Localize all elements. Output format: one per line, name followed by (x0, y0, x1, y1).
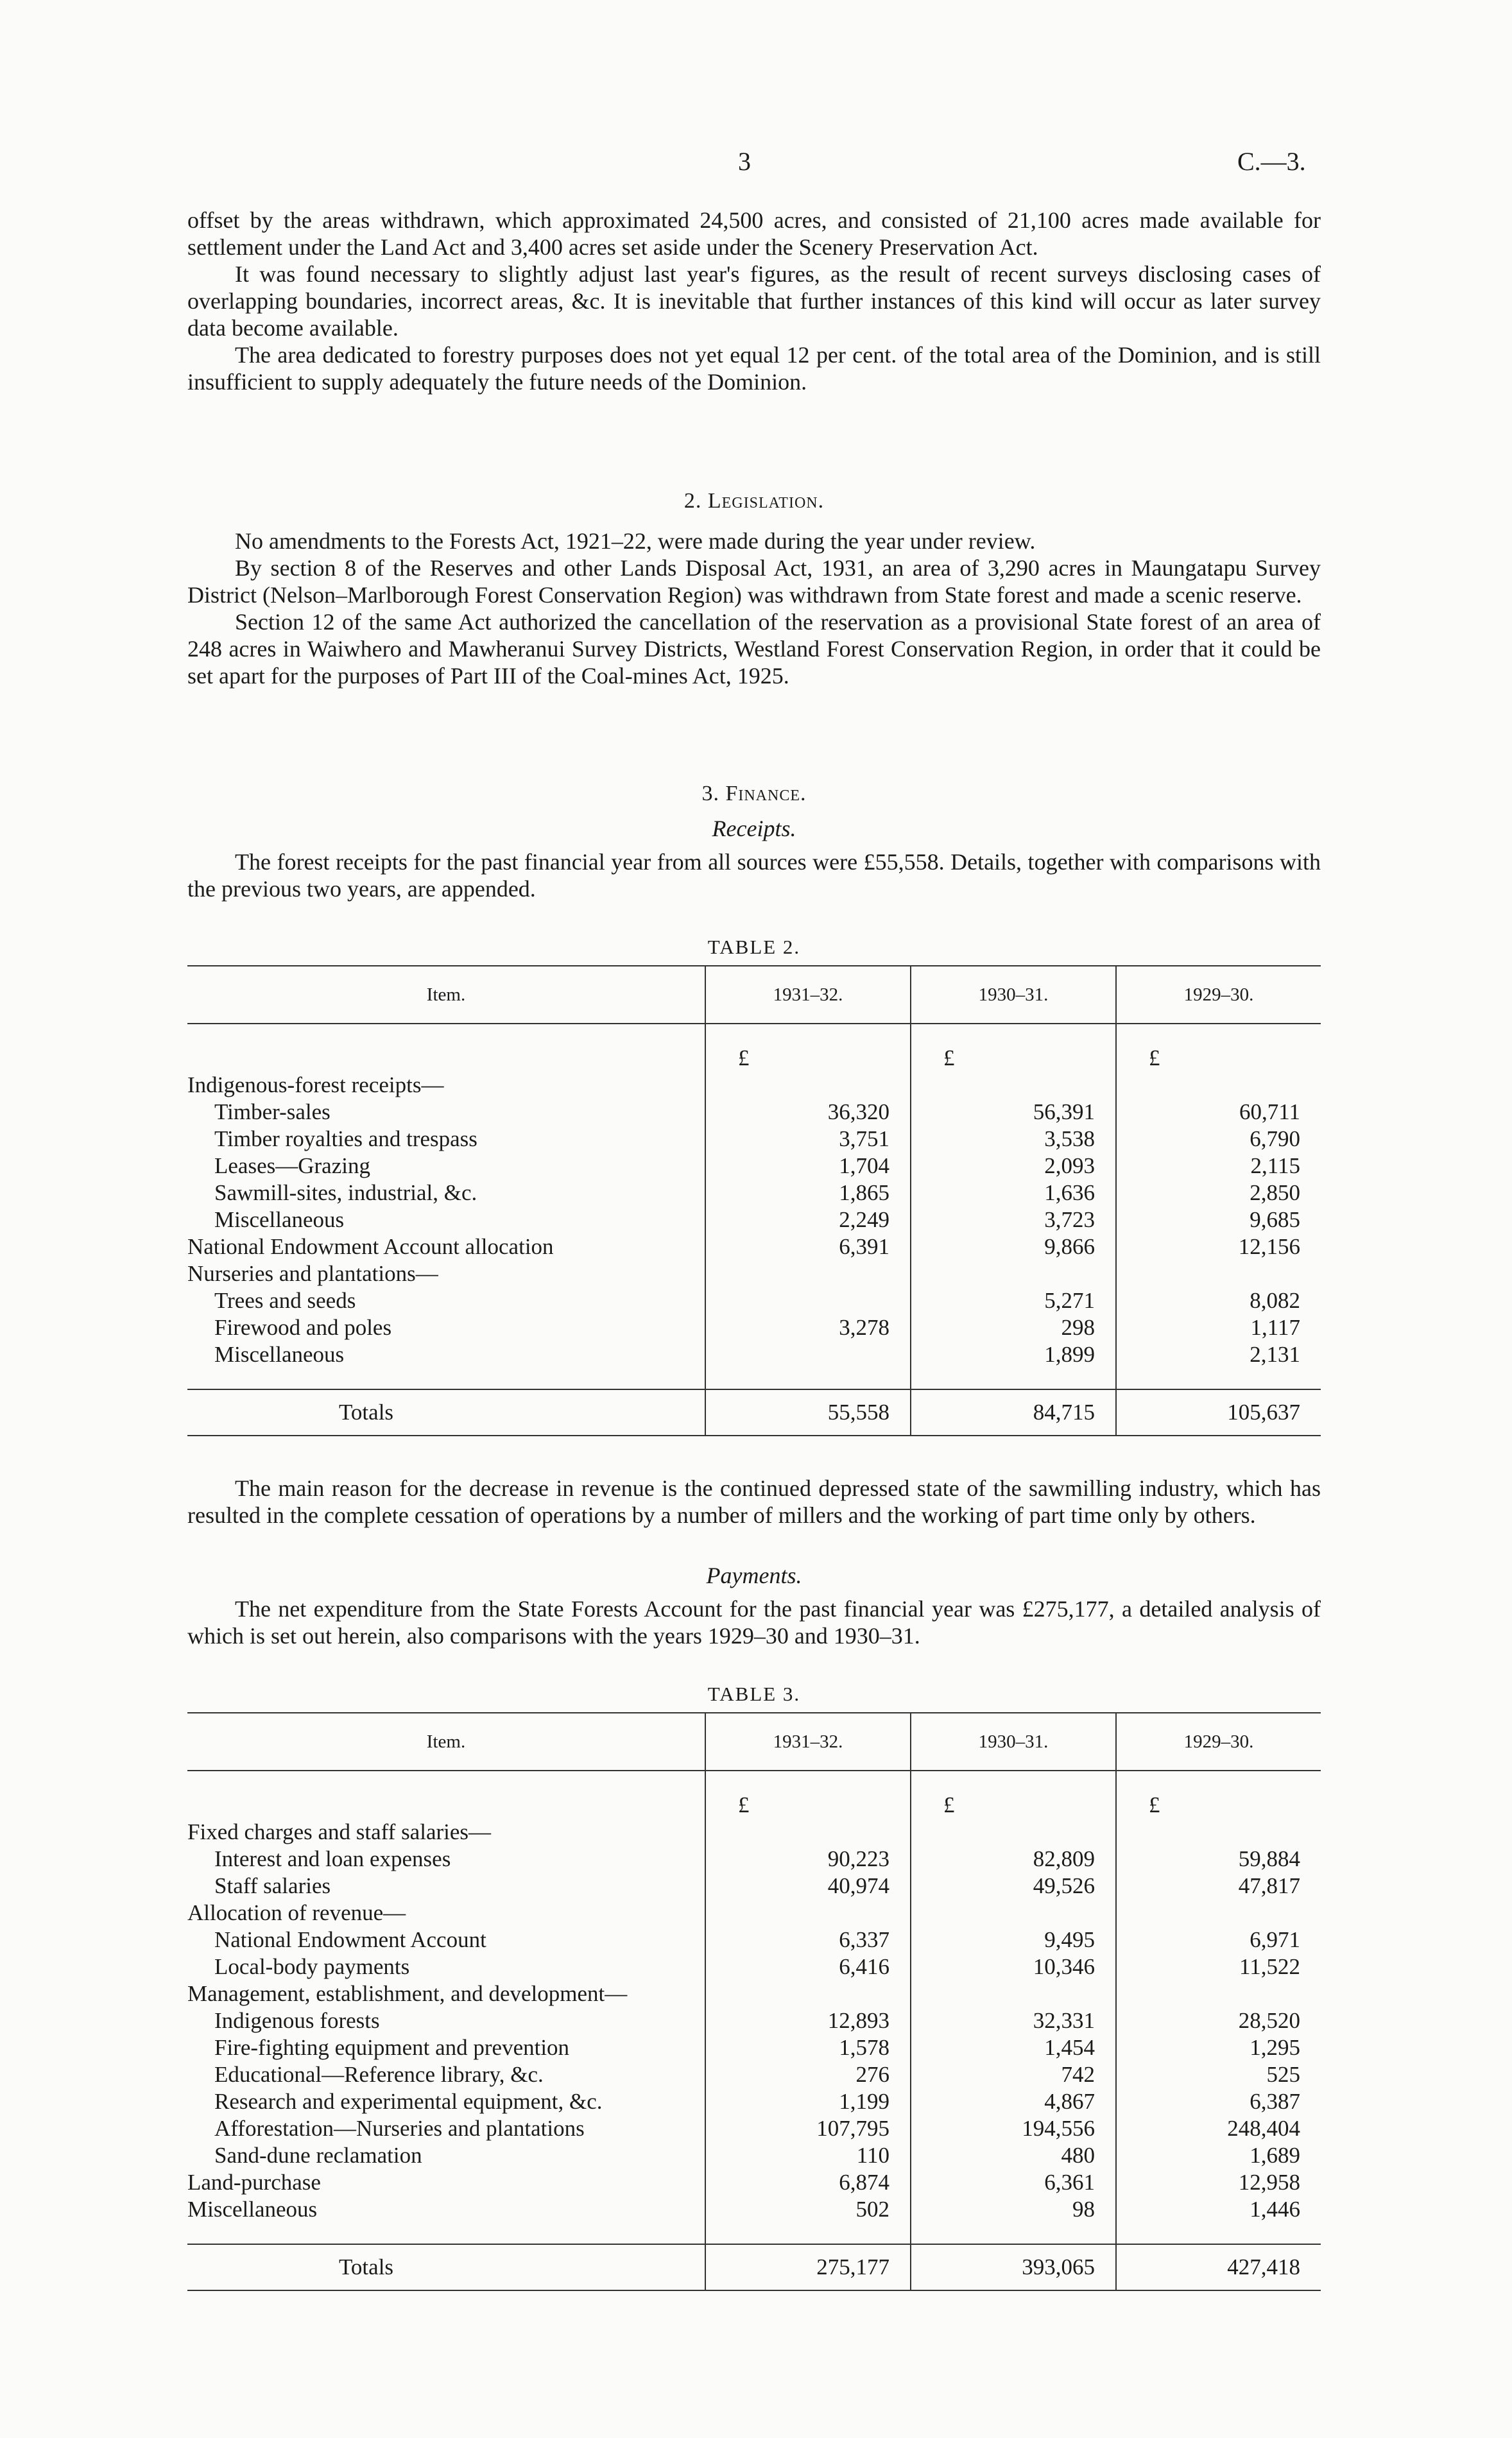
table-cell: 742 (911, 2061, 1116, 2088)
row-label-text: Research and experimental equipment, &c. (214, 2089, 603, 2114)
table-cell: 6,387 (1116, 2088, 1321, 2115)
table-cell: 107,795 (705, 2115, 911, 2142)
column-header: Item. (187, 966, 705, 1024)
row-label-text: Firewood and poles (214, 1315, 392, 1340)
row-label (187, 2142, 705, 2169)
table-cell (705, 1287, 911, 1314)
table-cell: 9,685 (1116, 1206, 1321, 1233)
table-row (187, 1341, 1321, 1368)
row-label (187, 1900, 705, 1927)
table-row (187, 1072, 1321, 1099)
unit-label: £ (705, 1792, 911, 1819)
table-cell: 6,361 (911, 2169, 1116, 2196)
row-label-text: Miscellaneous (214, 1342, 345, 1367)
table-cell (911, 1072, 1116, 1099)
table-cell: 12,893 (705, 2007, 911, 2034)
row-label (187, 1927, 705, 1953)
table-row (187, 2034, 1321, 2061)
unit-label: £ (1116, 1792, 1321, 1819)
paragraph: By section 8 of the Reserves and other Lands Disposal Act, 1931, an area of 3,290 acres in Maungatapu Survey District (Nelson–Marlborough Forest Conservation Region) was withdrawn from State forest and made a scenic reserve. (187, 555, 1321, 608)
row-label (187, 2007, 705, 2034)
table-cell: 4,867 (911, 2088, 1116, 2115)
row-label (187, 1287, 705, 1314)
table-cell: 2,131 (1116, 1341, 1321, 1368)
row-label (187, 1873, 705, 1900)
table-cell: 60,711 (1116, 1099, 1321, 1126)
row-label-text: Fire-fighting equipment and prevention (214, 2035, 570, 2060)
table-row (187, 1927, 1321, 1953)
table-row (187, 1180, 1321, 1206)
row-label (187, 2196, 705, 2223)
receipts-heading: Receipts. (712, 816, 796, 841)
table-cell: 11,522 (1116, 1953, 1321, 1980)
row-label-text: Timber royalties and trespass (214, 1126, 477, 1151)
row-label-text: Allocation of revenue— (187, 1900, 406, 1925)
row-label-text: Indigenous forests (214, 2008, 380, 2033)
row-label (187, 2088, 705, 2115)
row-label-text: Local-body payments (214, 1954, 410, 1979)
table-row (187, 2142, 1321, 2169)
table-cell: 1,636 (911, 1180, 1116, 1206)
table-cell: 1,865 (705, 1180, 911, 1206)
table-cell: 9,495 (911, 1927, 1116, 1953)
totals-label: Totals (187, 1389, 705, 1436)
table-cell: 1,899 (911, 1341, 1116, 1368)
table-cell: 1,689 (1116, 2142, 1321, 2169)
table-cell: 525 (1116, 2061, 1321, 2088)
table-cell: 40,974 (705, 1873, 911, 1900)
row-label-text: National Endowment Account allocation (187, 1234, 554, 1259)
payments-intro (187, 1595, 1321, 1649)
table-cell: 6,391 (705, 1233, 911, 1260)
row-label (187, 1099, 705, 1126)
totals-cell: 84,715 (911, 1389, 1116, 1436)
table-cell (705, 1072, 911, 1099)
paragraph: The area dedicated to forestry purposes does not yet equal 12 per cent. of the total area of the Dominion, and is still insufficient to supply adequately the future needs of the Dominion. (187, 342, 1321, 395)
table-row (187, 1314, 1321, 1341)
spacer-row (187, 1368, 1321, 1389)
table-cell: 248,404 (1116, 2115, 1321, 2142)
table-cell: 56,391 (911, 1099, 1116, 1126)
row-label-text: National Endowment Account (214, 1927, 486, 1952)
table-cell: 12,958 (1116, 2169, 1321, 2196)
paragraph: The main reason for the decrease in revenue is the continued depressed state of the sawmilling industry, which has resulted in the complete cessation of operations by a number of millers and the working of part time only by others. (187, 1475, 1321, 1528)
table-cell: 90,223 (705, 1846, 911, 1873)
table-cell (705, 1819, 911, 1846)
table-cell: 1,578 (705, 2034, 911, 2061)
table-cell: 47,817 (1116, 1873, 1321, 1900)
spacer-row (187, 1771, 1321, 1792)
table-cell: 3,723 (911, 1206, 1116, 1233)
totals-cell: 55,558 (705, 1389, 911, 1436)
totals-row (187, 2244, 1321, 2290)
row-label (187, 1846, 705, 1873)
row-label (187, 1206, 705, 1233)
table-cell: 1,454 (911, 2034, 1116, 2061)
spacer-row (187, 2223, 1321, 2244)
receipts-intro (187, 848, 1321, 902)
row-label-text: Land-purchase (187, 2170, 321, 2195)
table-cell: 1,199 (705, 2088, 911, 2115)
table-cell: 59,884 (1116, 1846, 1321, 1873)
table-cell: 6,790 (1116, 1126, 1321, 1153)
paragraph: Section 12 of the same Act authorized the cancellation of the reservation as a provisional State forest of an area of 248 acres in Waiwhero and Mawheranui Survey Districts, Westland Forest Conservation Region, in order that it could be set apart for the purposes of Part III of the Coal-mines Act, 1925. (187, 609, 1321, 689)
table-cell (705, 1260, 911, 1287)
table-cell: 6,416 (705, 1953, 911, 1980)
row-label (187, 1180, 705, 1206)
row-label-text: Trees and seeds (214, 1288, 356, 1313)
row-label-text: Leases—Grazing (214, 1153, 370, 1178)
table-cell (1116, 1900, 1321, 1927)
column-header: 1931–32. (705, 966, 911, 1024)
row-label (187, 1341, 705, 1368)
row-label-text: Timber-sales (214, 1099, 331, 1124)
table-row (187, 2061, 1321, 2088)
receipts-note (187, 1475, 1321, 1529)
table-row (187, 1873, 1321, 1900)
table-row (187, 1980, 1321, 2007)
row-label-text: Miscellaneous (214, 1207, 345, 1232)
row-label-text: Educational—Reference library, &c. (214, 2062, 544, 2087)
table-cell (911, 1900, 1116, 1927)
row-label-text: Fixed charges and staff salaries— (187, 1819, 492, 1844)
table-row (187, 2007, 1321, 2034)
row-label-text: Management, establishment, and development— (187, 1981, 628, 2006)
totals-row (187, 1389, 1321, 1436)
table-row (187, 1206, 1321, 1233)
totals-cell: 105,637 (1116, 1389, 1321, 1436)
table-caption: TABLE 3. (707, 1683, 801, 1705)
row-label (187, 1980, 705, 2007)
column-header: 1930–31. (911, 966, 1116, 1024)
table-cell: 1,295 (1116, 2034, 1321, 2061)
paragraph: The net expenditure from the State Forests Account for the past financial year was £275,177, a detailed analysis of which is set out herein, also comparisons with the years 1929–30 and 1930–31. (187, 1596, 1321, 1649)
row-label-text: Interest and loan expenses (214, 1846, 451, 1871)
unit-label: £ (705, 1045, 911, 1072)
table-cell (911, 1819, 1116, 1846)
row-label (187, 1260, 705, 1287)
paragraph: The forest receipts for the past financial year from all sources were £55,558. Details, together with comparisons with the previous two years, are appended. (187, 849, 1321, 902)
table-row (187, 1900, 1321, 1927)
table-cell (911, 1260, 1116, 1287)
page-number: 3 (738, 147, 751, 176)
table-cell: 82,809 (911, 1846, 1116, 1873)
table-cell (1116, 1980, 1321, 2007)
document-reference: C.—3. (1237, 147, 1306, 176)
row-label-text: Sawmill-sites, industrial, &c. (214, 1180, 477, 1205)
intro-text (187, 207, 1321, 395)
table-cell: 28,520 (1116, 2007, 1321, 2034)
table-row (187, 1287, 1321, 1314)
column-header: Item. (187, 1713, 705, 1771)
table-row (187, 1126, 1321, 1153)
paragraph: It was found necessary to slightly adjust last year's figures, as the result of recent surveys disclosing cases of overlapping boundaries, incorrect areas, &c. It is inevitable that further instances of this kind will occur as later survey data become available. (187, 261, 1321, 341)
table-cell: 480 (911, 2142, 1116, 2169)
section-heading-finance (187, 782, 1321, 806)
paragraph: No amendments to the Forests Act, 1921–22, were made during the year under review. (235, 528, 1036, 554)
table-row (187, 1819, 1321, 1846)
page-header (0, 146, 1512, 185)
legislation-text (187, 528, 1321, 689)
row-label (187, 1233, 705, 1260)
column-header: 1931–32. (705, 1713, 911, 1771)
unit-row (187, 1792, 1321, 1819)
unit-label: £ (911, 1045, 1116, 1072)
table-cell (1116, 1819, 1321, 1846)
table-cell: 9,866 (911, 1233, 1116, 1260)
totals-cell: 275,177 (705, 2244, 911, 2290)
table-cell: 8,082 (1116, 1287, 1321, 1314)
row-label (187, 2115, 705, 2142)
table-cell: 49,526 (911, 1873, 1116, 1900)
row-label (187, 1072, 705, 1099)
row-label-text: Staff salaries (214, 1873, 331, 1898)
receipts-table (187, 965, 1321, 1436)
table-row (187, 1153, 1321, 1180)
column-header: 1929–30. (1116, 966, 1321, 1024)
table-row (187, 1233, 1321, 1260)
section-number: 2. (683, 489, 702, 513)
row-label (187, 2061, 705, 2088)
row-label-text: Indigenous-forest receipts— (187, 1072, 444, 1097)
section-heading-legislation (187, 489, 1321, 513)
table-cell: 5,271 (911, 1287, 1116, 1314)
table-cell: 2,249 (705, 1206, 911, 1233)
spacer-row (187, 1024, 1321, 1045)
paragraph: offset by the areas withdrawn, which approximated 24,500 acres, and consisted of 21,100 acres made available for settlement under the Land Act and 3,400 acres set aside under the Scenery Preservation Act. (187, 207, 1321, 260)
column-header: 1930–31. (911, 1713, 1116, 1771)
table-row (187, 1953, 1321, 1980)
table-cell (705, 1980, 911, 2007)
row-label (187, 1953, 705, 1980)
row-label (187, 1819, 705, 1846)
table-cell (705, 1900, 911, 1927)
table-cell: 3,538 (911, 1126, 1116, 1153)
table-cell: 2,850 (1116, 1180, 1321, 1206)
table-cell: 502 (705, 2196, 911, 2223)
table-cell: 2,093 (911, 1153, 1116, 1180)
unit-row (187, 1045, 1321, 1072)
table-cell: 6,337 (705, 1927, 911, 1953)
table-cell: 32,331 (911, 2007, 1116, 2034)
table-cell: 6,971 (1116, 1927, 1321, 1953)
table-cell: 2,115 (1116, 1153, 1321, 1180)
table-cell: 194,556 (911, 2115, 1116, 2142)
table-cell: 98 (911, 2196, 1116, 2223)
column-header: 1929–30. (1116, 1713, 1321, 1771)
payments-table (187, 1712, 1321, 2291)
table-cell: 10,346 (911, 1953, 1116, 1980)
table-cell: 36,320 (705, 1099, 911, 1126)
table-row (187, 2115, 1321, 2142)
table-cell: 298 (911, 1314, 1116, 1341)
table-cell: 1,704 (705, 1153, 911, 1180)
section-number: 3. (701, 782, 719, 805)
table-row (187, 2169, 1321, 2196)
totals-cell: 393,065 (911, 2244, 1116, 2290)
table-cell (911, 1980, 1116, 2007)
table-cell: 276 (705, 2061, 911, 2088)
table-cell: 12,156 (1116, 1233, 1321, 1260)
row-label (187, 1153, 705, 1180)
table-caption: TABLE 2. (707, 936, 801, 958)
table-row (187, 1260, 1321, 1287)
table-row (187, 2196, 1321, 2223)
section-title: Legislation. (707, 489, 825, 513)
unit-label: £ (1116, 1045, 1321, 1072)
unit-label: £ (911, 1792, 1116, 1819)
section-title: Finance. (725, 782, 807, 805)
totals-cell: 427,418 (1116, 2244, 1321, 2290)
row-label (187, 1314, 705, 1341)
table-cell: 6,874 (705, 2169, 911, 2196)
table-row (187, 1846, 1321, 1873)
table-cell (705, 1341, 911, 1368)
row-label-text: Nurseries and plantations— (187, 1261, 438, 1286)
row-label (187, 1126, 705, 1153)
row-label-text: Sand-dune reclamation (214, 2143, 422, 2168)
table-row (187, 2088, 1321, 2115)
row-label-text: Miscellaneous (187, 2197, 318, 2222)
table-cell: 3,751 (705, 1126, 911, 1153)
table-cell: 3,278 (705, 1314, 911, 1341)
row-label (187, 2034, 705, 2061)
row-label-text: Afforestation—Nurseries and plantations (214, 2116, 585, 2141)
table-row (187, 1099, 1321, 1126)
row-label (187, 2169, 705, 2196)
table-cell (1116, 1072, 1321, 1099)
table-cell: 1,117 (1116, 1314, 1321, 1341)
table-cell: 1,446 (1116, 2196, 1321, 2223)
payments-heading: Payments. (706, 1563, 802, 1588)
table-cell (1116, 1260, 1321, 1287)
totals-label: Totals (187, 2244, 705, 2290)
table-cell: 110 (705, 2142, 911, 2169)
